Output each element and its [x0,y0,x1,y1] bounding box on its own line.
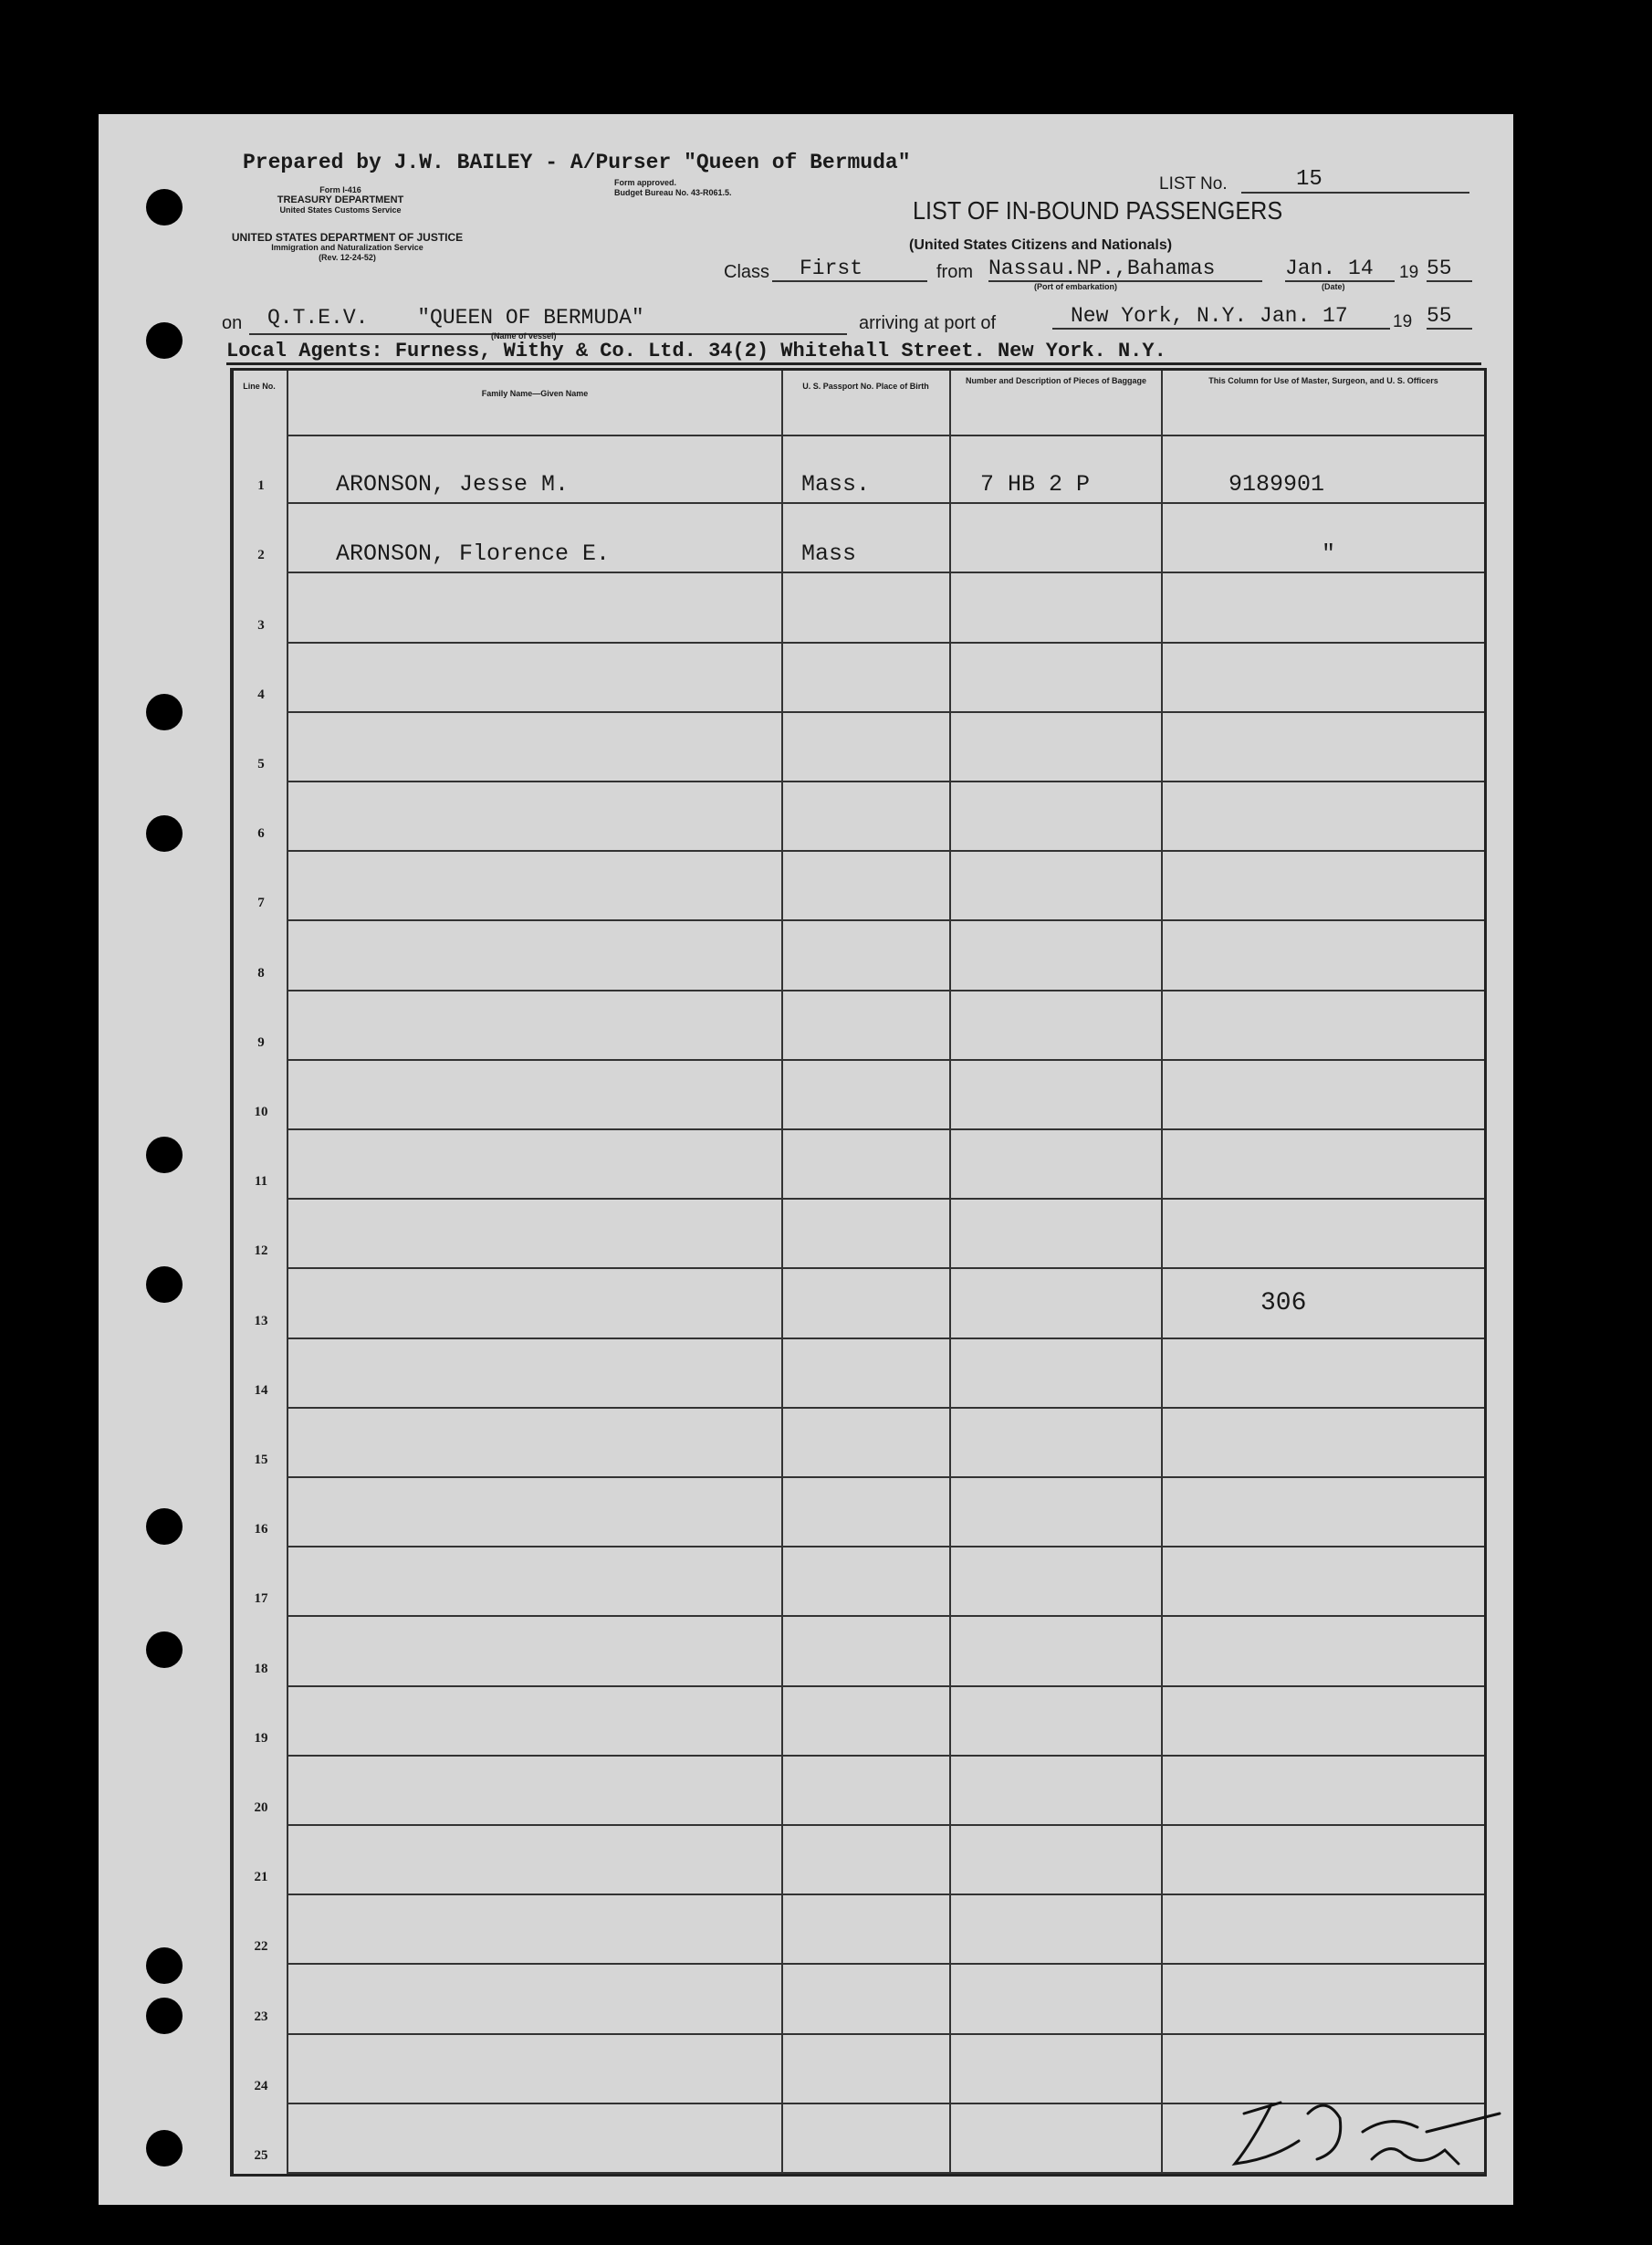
header-officers: This Column for Use of Master, Surgeon, and U. S. Officers [1208,376,1438,385]
table-row [234,1061,1484,1130]
row-line-number: 12 [254,1243,268,1259]
form-approved-block [614,178,732,198]
header-baggage: Number and Description of Pieces of Baggage [965,376,1147,385]
table-row [234,713,1484,782]
form-number-block [249,185,432,215]
binder-hole [146,1137,183,1173]
header-passport: U. S. Passport No. Place of Birth [802,382,929,391]
row-line-number: 19 [254,1730,268,1746]
table-row [234,921,1484,991]
row-line-number: 17 [254,1591,268,1607]
row-line-number: 18 [254,1661,268,1676]
ins-title: Immigration and Naturalization Service [271,243,423,252]
table-row [234,1757,1484,1826]
row-line-number: 22 [254,1939,268,1955]
year-prefix: 19 [1399,263,1419,282]
doj-title: UNITED STATES DEPARTMENT OF JUSTICE [231,231,464,244]
form-service: United States Customs Service [279,205,402,215]
row-officer-entry: " [1322,540,1336,568]
binder-hole [146,1508,183,1545]
row-line-number: 23 [254,2009,268,2024]
row-line-number: 13 [254,1313,268,1328]
port-caption: (Port of embarkation) [1034,282,1118,291]
table-row [234,1826,1484,1895]
arrival-year-prefix: 19 [1393,312,1413,331]
table-row [234,1339,1484,1409]
table-row [234,644,1484,713]
row-line-number: 1 [257,478,265,494]
row-name: ARONSON, Jesse M. [336,471,570,498]
binder-hole [146,1631,183,1668]
form-revision: (Rev. 12-24-52) [319,253,376,262]
table-row [234,1617,1484,1686]
binder-hole [146,815,183,852]
table-row [234,1409,1484,1478]
row-line-number: 2 [257,548,265,563]
header-line-no: Line No. [243,382,276,391]
table-row [234,1687,1484,1757]
row-line-number: 16 [254,1522,268,1537]
row-line-number: 7 [257,896,265,911]
table-row [234,573,1484,643]
from-label: from [936,262,973,282]
row-officer-entry: 306 [1260,1288,1307,1317]
row-baggage: 7 HB 2 P [980,471,1091,498]
row-line-number: 10 [254,1104,268,1119]
doj-block [226,233,468,263]
form-subtitle: (United States Citizens and Nationals) [909,237,1173,253]
row-line-number: 5 [257,756,265,771]
passenger-table [230,368,1487,2177]
prepared-by-line: Prepared by J.W. BAILEY - A/Purser "Queen of Bermuda" [243,151,911,174]
binder-hole [146,2130,183,2166]
list-no-value: 15 [1241,167,1469,194]
form-department: TREASURY DEPARTMENT [277,194,404,205]
arriving-label: arriving at port of [859,313,997,333]
form-number: Form I-416 [319,185,361,194]
table-row [234,504,1484,573]
row-line-number: 6 [257,826,265,842]
row-line-number: 14 [254,1382,268,1398]
form-title: LIST OF IN-BOUND PASSENGERS [913,196,1283,225]
table-row [234,1130,1484,1200]
table-row [234,435,1484,504]
binder-hole [146,694,183,730]
table-row [234,1895,1484,1965]
table-row [234,991,1484,1061]
row-place-of-birth: Mass [801,540,857,568]
row-line-number: 20 [254,1799,268,1815]
table-row [234,782,1484,852]
table-row [234,1478,1484,1547]
row-place-of-birth: Mass. [801,471,871,498]
departure-year: 55 [1427,257,1472,282]
date-caption: (Date) [1322,282,1345,291]
vessel-name: "QUEEN OF BERMUDA" [417,306,644,330]
class-label: Class [724,262,770,282]
binder-hole [146,1266,183,1303]
table-row [234,1269,1484,1338]
vessel-caption: (Name of vessel) [491,331,557,341]
table-row [234,1200,1484,1269]
arrival-year: 55 [1427,304,1472,330]
binder-hole [146,189,183,226]
row-line-number: 3 [257,617,265,633]
list-no-label: LIST No. [1159,174,1228,194]
header-name: Family Name—Given Name [481,389,589,398]
table-row [234,1547,1484,1617]
arrival-port: New York, N.Y. Jan. 17 [1052,304,1390,330]
form-approved: Form approved. [614,178,677,187]
row-line-number: 11 [254,1174,268,1190]
manifest-page [99,114,1513,2205]
row-officer-entry: 9189901 [1229,471,1325,498]
binder-hole [146,1998,183,2034]
row-line-number: 15 [254,1452,268,1467]
row-line-number: 4 [257,687,265,702]
row-line-number: 21 [254,1870,268,1885]
vessel-prefix: Q.T.E.V. [267,306,369,330]
row-line-number: 24 [254,2078,268,2093]
row-line-number: 9 [257,1034,265,1050]
row-line-number: 25 [254,2147,268,2163]
binder-hole [146,322,183,359]
row-line-number: 8 [257,965,265,981]
local-agents: Local Agents: Furness, Withy & Co. Ltd. 34(2) Whitehall Street. New York. N.Y. [226,340,1481,365]
budget-bureau: Budget Bureau No. 43-R061.5. [614,188,732,197]
class-value: First [772,257,927,282]
inspector-signature [1217,2077,1509,2177]
binder-hole [146,1947,183,1984]
departure-date: Jan. 14 [1285,257,1395,282]
port-of-embarkation: Nassau.NP.,Bahamas [988,257,1262,282]
row-name: ARONSON, Florence E. [336,540,611,568]
on-label: on [222,313,243,333]
table-row [234,1965,1484,2034]
table-row [234,852,1484,921]
